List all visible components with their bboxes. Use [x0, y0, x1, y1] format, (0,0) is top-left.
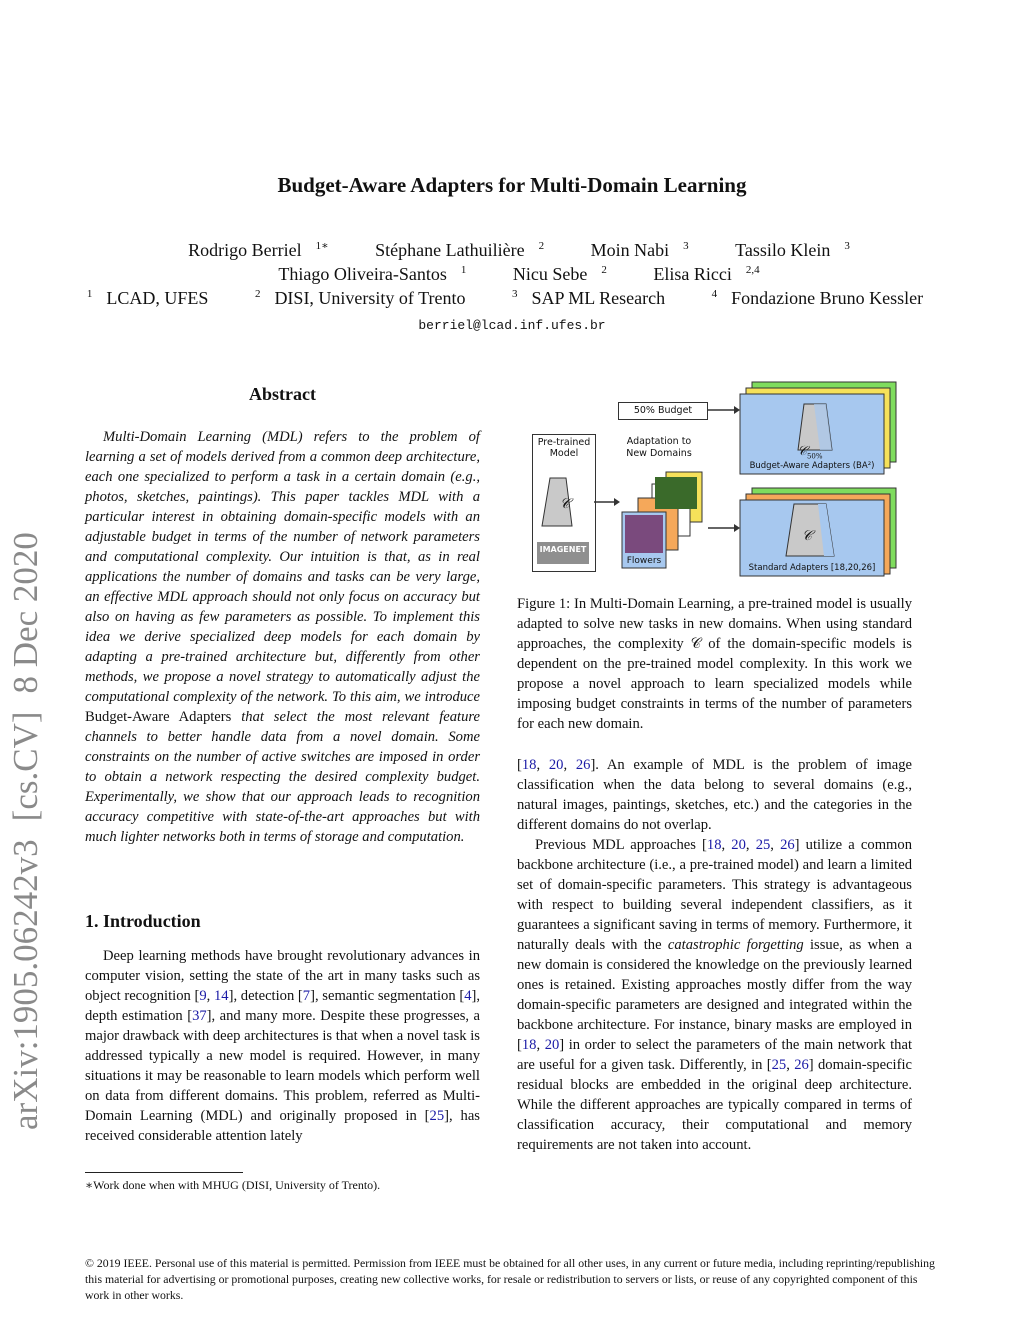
citation[interactable]: 7: [302, 988, 311, 1004]
author: Stéphane Lathuilière $^2$: [375, 240, 545, 260]
authors-row-2: [0, 264, 1024, 285]
citation[interactable]: 25: [771, 1057, 787, 1073]
affiliation: $^2$ DISI, University of Trento: [254, 288, 466, 308]
author: Thiago Oliveira-Santos $^1$: [278, 264, 467, 284]
affiliation: $^1$ LCAD, UFES: [86, 288, 209, 308]
citation[interactable]: 18: [521, 757, 537, 773]
footnote: ∗Work done when with MHUG (DISI, University of Trento).: [85, 1178, 381, 1192]
affiliation: $^4$ Fondazione Bruno Kessler: [711, 288, 924, 308]
abstract-text: Multi-Domain Learning (MDL) refers to the problem of learning a set of models derived from a common deep architecture, each one specialized to perform a task in a certain domain (e.g., photos, sketches, paintings). This paper tackles MDL with a particular interest in obtaining domain-specific models with an adjustable budget in terms of the number of network parameters and computational complexity. Our intuition is that, as in real applications the number of domains and tasks can be very large, an effective MDL approach should not only focus on accuracy but also on having as few parameters as possible. To implement this idea we derive specialized deep models for each domain by adapting a pre-trained architecture but, differently from other methods, we propose a novel strategy to automatically adjust the computational complexity of the network. To this aim, we introduce Budget-Aware Adapters that select the most relevant feature channels to better handle data from a novel domain. Some constraints on the number of active switches are imposed in order to obtain a network respecting the desired complexity budget. Experimentally, we show that our approach leads to recognition accuracy competitive with state-of-the-art approaches but with much lighter networks both in terms of storage and computation.: [85, 429, 481, 845]
citation[interactable]: 25: [755, 837, 771, 853]
author: Elisa Ricci $^{2,4}$: [653, 264, 760, 284]
citation[interactable]: 25: [429, 1108, 445, 1124]
citation[interactable]: 14: [213, 988, 229, 1004]
citation[interactable]: 26: [780, 837, 795, 853]
standard-label: Standard Adapters [18,20,26]: [748, 563, 876, 573]
figure-caption: Figure 1: In Multi-Domain Learning, a pre-trained model is usually adapted to solve new tasks in new domains. When using standard approaches, the complexity 𝒞 of the domain-specific models is dependent on the pre-trained model complexity. In this work we propose a novel approach to learn specialized models while imposing budget constraints in terms of the number of parameters for each new domain.: [517, 596, 912, 732]
c50-symbol: 𝒞$_{50\%}$: [797, 444, 823, 461]
citation[interactable]: 26: [575, 757, 591, 773]
citation[interactable]: 18: [706, 837, 722, 853]
imagenet-label: IMAGENET: [539, 545, 587, 554]
citation[interactable]: 20: [731, 837, 746, 853]
author: Tassilo Klein $^3$: [735, 240, 850, 260]
arxiv-stamp: arXiv:1905.06242v3[cs.CV]8 Dec 2020: [6, 532, 45, 1130]
intro-paragraph: Deep learning methods have brought revolutionary advances in computer vision, setting the state of the art in many tasks such as object recognition [9, 14], detection [7], semantic segmentation [4], depth estimation [37], and many more. Despite these progresses, a major drawback with deep architectures is that when a novel task is addressed typically a new model is required. However, in many situations it may be reasonable to learn models which perform well on data from different domains. This problem, referred as Multi-Domain Learning (MDL) and originally proposed in [25], has received considerable attention lately: [85, 948, 481, 1144]
citation[interactable]: 9: [199, 988, 207, 1004]
pretrained-model-box: Pre-trained Model: [532, 434, 596, 572]
abstract-heading: Abstract: [249, 384, 316, 404]
affiliation: $^3$ SAP ML Research: [511, 288, 666, 308]
author: Rodrigo Berriel $^{1∗}$: [188, 240, 329, 260]
budget-label-box: 50% Budget: [618, 402, 708, 420]
citation[interactable]: 37: [192, 1008, 207, 1024]
intro-heading: 1. Introduction: [85, 911, 201, 931]
right-paragraph-2: Previous MDL approaches [18, 20, 25, 26] utilize a common backbone architecture (i.e., a pre-trained model) and learn a limited set of domain-specific parameters. This strategy is advantageous with respect to building several independent classifiers, as it guarantees a significant saving in terms of memory. Furthermore, it naturally deals with the catastrophic forgetting issue, as when a new domain is considered the knowledge on the previously learned ones is retained. Existing approaches mostly differ from the way domain-specific parameters are designed and integrated within the backbone architecture. For instance, binary masks are employed in [18, 20] in order to select the parameters of the main network that are useful for a given task. Differently, in [25, 26] domain-specific residual blocks are embedded in the original deep architecture. While the different approaches are typically compared in terms of classification accuracy, their computational and memory requirements are not taken into account.: [517, 837, 913, 1153]
affiliations: [0, 288, 1024, 309]
author: Nicu Sebe $^2$: [512, 264, 607, 284]
baa-label: Budget-Aware Adapters (BA²): [749, 461, 875, 471]
paper-title: Budget-Aware Adapters for Multi-Domain Learning: [277, 173, 747, 197]
footnote-rule: [85, 1172, 243, 1173]
c-symbol: 𝒞: [559, 496, 571, 512]
citation[interactable]: 20: [544, 1037, 560, 1053]
c-symbol-standard: 𝒞: [801, 528, 813, 544]
citation[interactable]: 26: [794, 1057, 809, 1073]
figure-1: [528, 378, 908, 578]
author: Moin Nabi $^3$: [590, 240, 689, 260]
citation[interactable]: 20: [548, 757, 564, 773]
email[interactable]: berriel@lcad.inf.ufes.br: [418, 318, 606, 333]
right-paragraph-1: [18, 20, 26]. An example of MDL is the problem of image classification when the data belong to several domains (e.g., natural images, paintings, sketches, etc.) and the categories in the different domains do not overlap.: [517, 757, 913, 833]
adaptation-label: Adaptation to New Domains: [626, 436, 692, 459]
authors-row-1: [0, 240, 1024, 261]
copyright-notice: © 2019 IEEE. Personal use of this material is permitted. Permission from IEEE must be obtained for all other uses, in any current or future media, including reprinting/republishing this material for advertising or promotional purposes, creating new collective works, for resale or redistribution to servers or lists, or reuse of any copyrighted component of this work in other works.: [85, 1256, 935, 1302]
citation[interactable]: 18: [521, 1037, 537, 1053]
flowers-label: Flowers: [626, 556, 662, 566]
citation[interactable]: 4: [464, 988, 472, 1004]
